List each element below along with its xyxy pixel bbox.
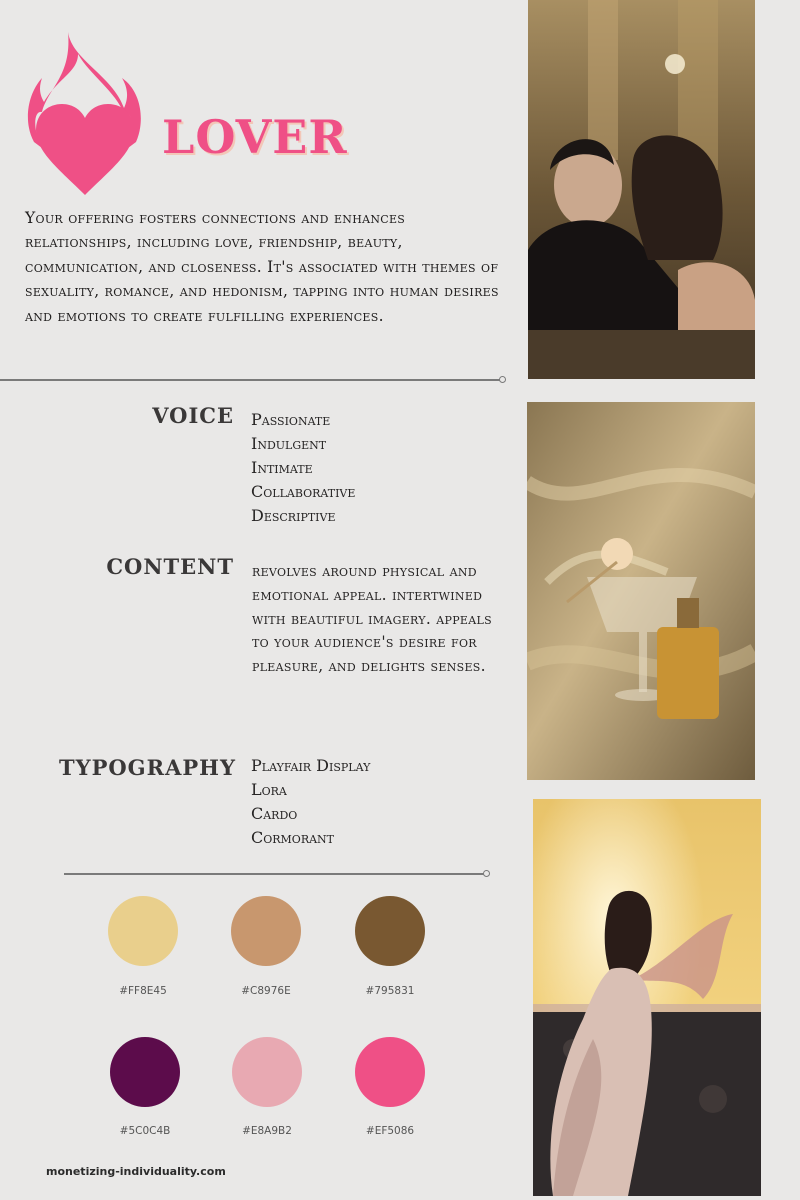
color-swatch — [355, 896, 425, 966]
typography-item: Cardo — [251, 804, 298, 823]
content-label: CONTENT — [106, 554, 234, 579]
page-title: LOVER — [162, 110, 348, 164]
typography-item: Playfair Display — [251, 756, 371, 775]
footer-url: monetizing-individuality.com — [46, 1165, 226, 1178]
typography-item: Lora — [251, 780, 287, 799]
voice-item: Indulgent — [251, 434, 327, 453]
intro-paragraph: Your offering fosters connections and enhances relationships, including love, friendship, beauty, communication, and closeness. It's associated with themes of sexuality, romance, and hedonism, tapping into human desires and emotions to create fulfilling experiences. — [25, 209, 499, 325]
flame-heart-logo-icon — [20, 30, 150, 200]
color-hex-label: #C8976E — [241, 985, 291, 997]
divider-top — [0, 379, 500, 381]
divider-end-dot — [483, 870, 490, 877]
color-swatch — [355, 1037, 425, 1107]
perfume-photo — [527, 402, 755, 780]
color-hex-label: #5C0C4B — [119, 1125, 171, 1137]
color-swatch — [231, 896, 301, 966]
content-text: revolves around physical and emotional appeal. intertwined with beautiful imagery. appeals to your audience's desire for pleasure, and delights senses. — [252, 562, 492, 676]
voice-item: Passionate — [251, 410, 331, 429]
divider-end-dot — [499, 376, 506, 383]
sunset-photo — [533, 799, 761, 1196]
voice-item: Collaborative — [251, 482, 356, 501]
voice-item: Intimate — [251, 458, 313, 477]
voice-label: VOICE — [152, 403, 234, 428]
color-swatch — [108, 896, 178, 966]
color-hex-label: #EF5086 — [365, 1125, 415, 1137]
color-hex-label: #E8A9B2 — [242, 1125, 292, 1137]
typography-item: Cormorant — [251, 828, 335, 847]
color-hex-label: #795831 — [365, 985, 415, 997]
color-swatch — [232, 1037, 302, 1107]
voice-item: Descriptive — [251, 506, 336, 525]
couple-photo — [528, 0, 755, 379]
divider-bottom — [64, 873, 484, 875]
color-hex-label: #FF8E45 — [119, 985, 167, 997]
color-swatch — [110, 1037, 180, 1107]
typography-list — [251, 754, 370, 850]
typography-label: TYPOGRAPHY — [58, 755, 236, 780]
voice-list — [251, 408, 355, 528]
